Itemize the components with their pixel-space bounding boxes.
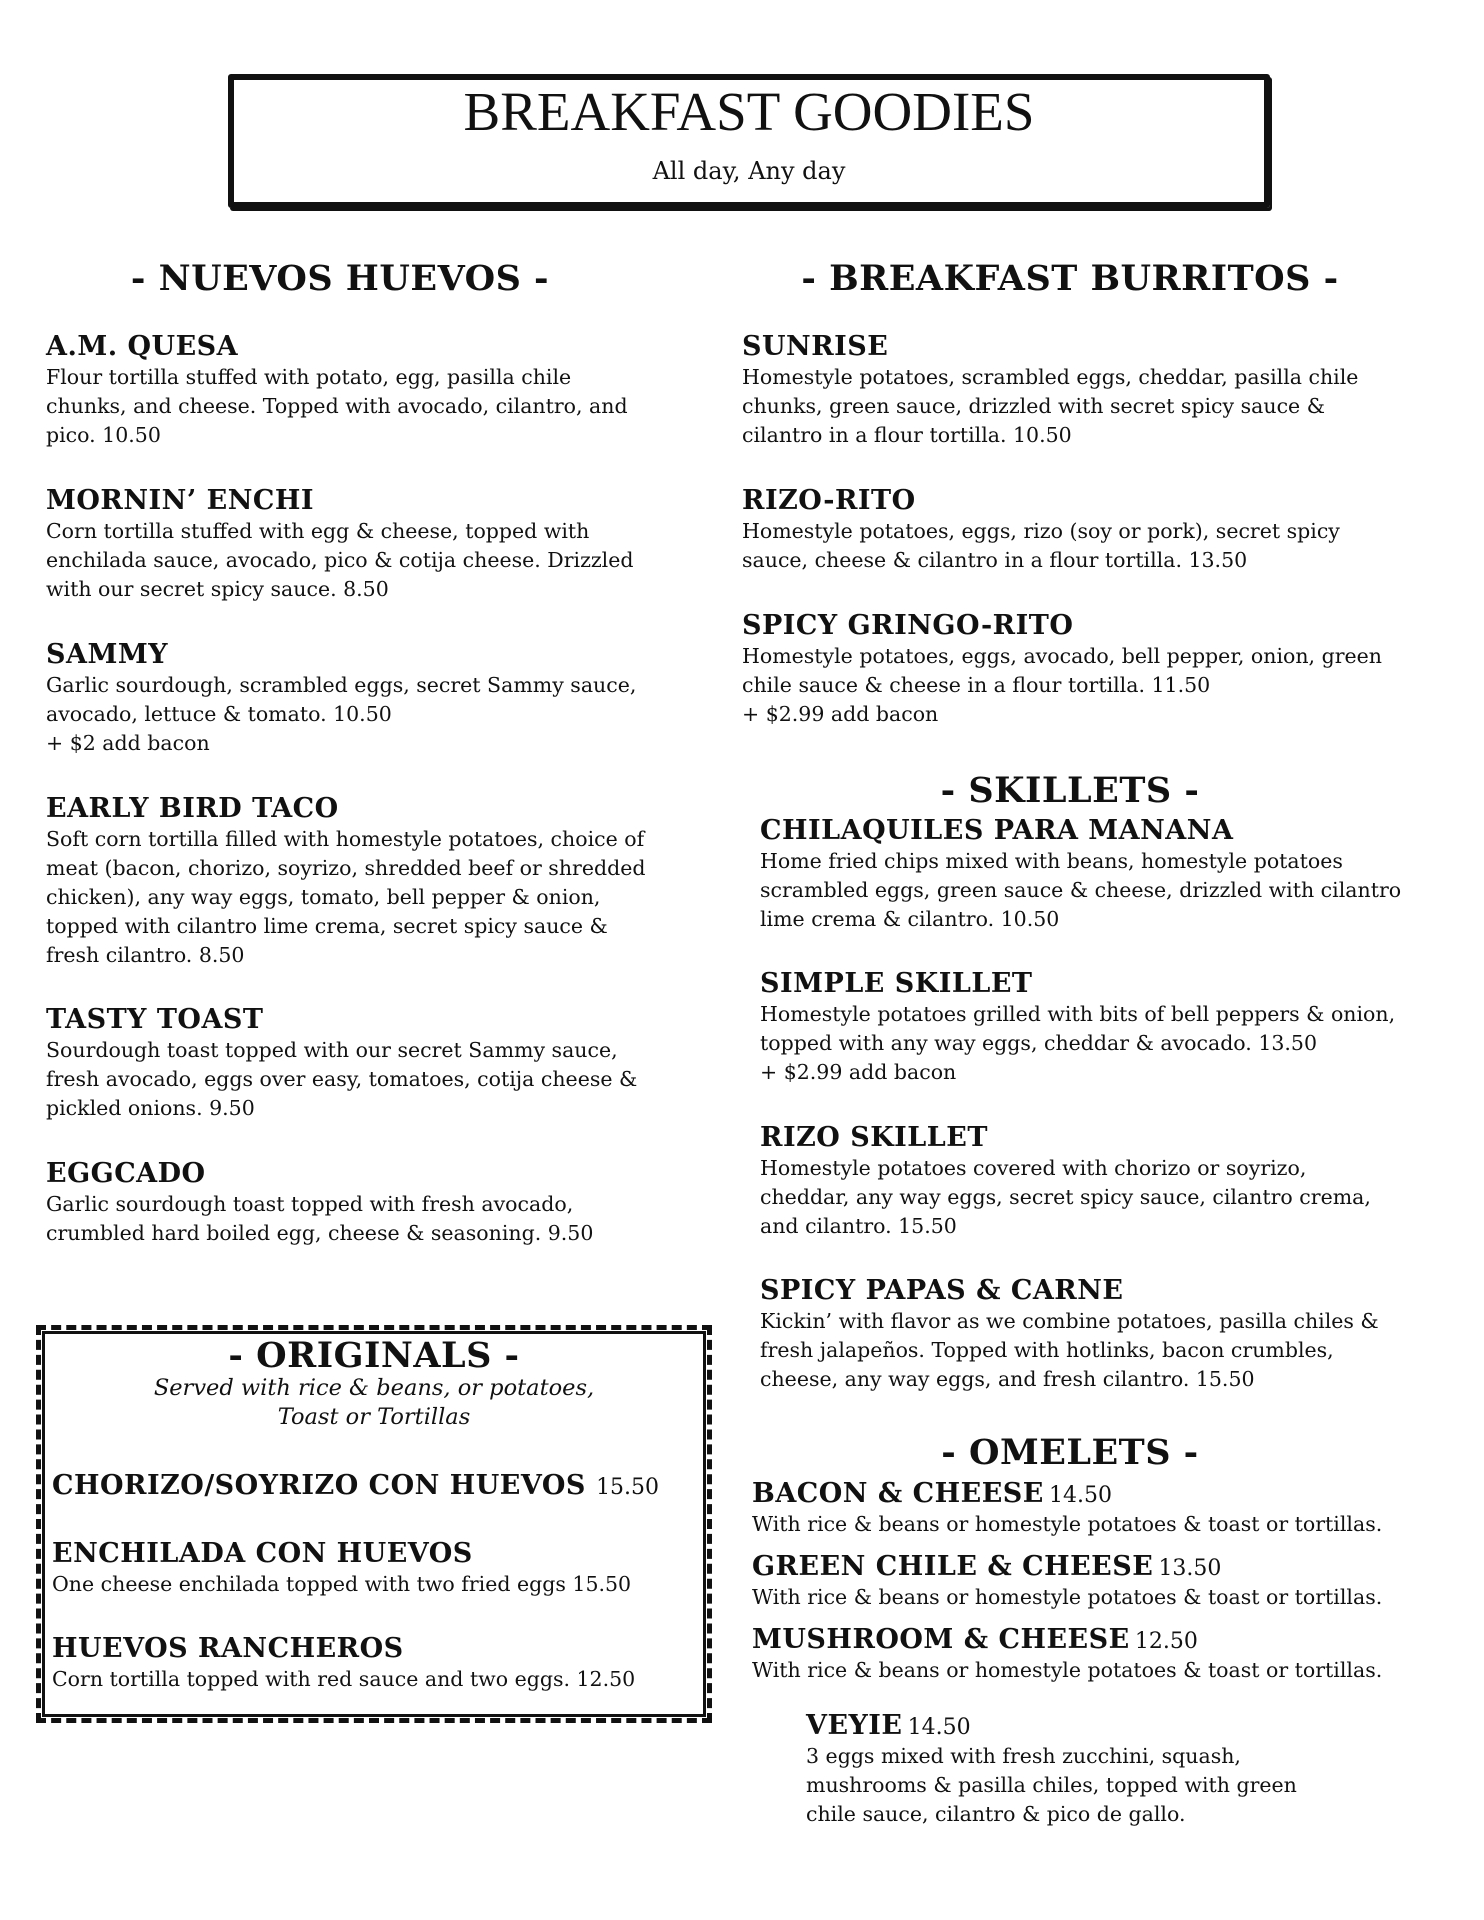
item-desc-line: chunks, green sauce, drizzled with secret spicy sauce & bbox=[742, 394, 1325, 418]
item-desc-line: fresh cilantro. 8.50 bbox=[46, 943, 245, 967]
item-desc-line: cheese, any way eggs, and fresh cilantro. 15.50 bbox=[760, 1367, 1255, 1391]
item-desc-line: chunks, and cheese. Topped with avocado, cilantro, and bbox=[46, 394, 628, 418]
item-desc-line: Flour tortilla stuffed with potato, egg, pasilla chile bbox=[46, 365, 572, 389]
item-desc-line: cheddar, any way eggs, secret spicy sauce, cilantro crema, bbox=[760, 1185, 1371, 1209]
item-name: EGGCADO bbox=[46, 1158, 206, 1189]
item-desc-line: lime crema & cilantro. 10.50 bbox=[760, 907, 1060, 931]
item-name: SAMMY bbox=[46, 639, 168, 670]
item-desc-line: Corn tortilla stuffed with egg & cheese, topped with bbox=[46, 519, 590, 543]
item-desc-line: Home fried chips mixed with beans, homestyle potatoes bbox=[760, 849, 1343, 873]
menu-item-mushroom-cheese bbox=[752, 1624, 1382, 1685]
item-desc-line: Homestyle potatoes grilled with bits of bell peppers & onion, bbox=[760, 1002, 1396, 1026]
originals-subtitle-line: Served with rice & beans, or potatoes, bbox=[153, 1375, 595, 1401]
menu-item-spicy-papas-carne bbox=[760, 1275, 1379, 1394]
menu-item-eggcado bbox=[46, 1158, 593, 1248]
item-name: RIZO SKILLET bbox=[760, 1122, 988, 1153]
item-desc-line: chicken), any way eggs, tomato, bell pepper & onion, bbox=[46, 885, 601, 909]
section-heading-nuevos-huevos: - NUEVOS HUEVOS - bbox=[130, 258, 550, 299]
menu-item-spicy-gringo-rito bbox=[742, 610, 1382, 729]
item-desc-line: sauce, cheese & cilantro in a flour tortilla. 13.50 bbox=[742, 548, 1248, 572]
item-name: SPICY PAPAS & CARNE bbox=[760, 1275, 1124, 1306]
item-name: SPICY GRINGO-RITO bbox=[742, 610, 1074, 641]
item-name: A.M. QUESA bbox=[46, 331, 239, 362]
item-name: CHILAQUILES PARA MANANA bbox=[760, 815, 1234, 846]
item-name: EARLY BIRD TACO bbox=[46, 793, 339, 824]
menu-item-tasty-toast bbox=[46, 1004, 637, 1123]
section-heading-originals: - ORIGINALS - bbox=[228, 1335, 520, 1376]
menu-item-mornin-enchi bbox=[46, 485, 633, 604]
item-desc-line: 3 eggs mixed with fresh zucchini, squash, bbox=[806, 1744, 1241, 1768]
item-desc-line: topped with any way eggs, cheddar & avocado. 13.50 bbox=[760, 1031, 1318, 1055]
item-name: CHORIZO/SOYRIZO CON HUEVOS bbox=[52, 1470, 586, 1501]
section-heading-omelets: - OMELETS - bbox=[941, 1432, 1199, 1473]
item-name: VEYIE bbox=[806, 1710, 903, 1741]
item-name: HUEVOS RANCHEROS bbox=[52, 1633, 404, 1664]
item-name: ENCHILADA CON HUEVOS bbox=[52, 1538, 473, 1569]
menu-item-bacon-cheese bbox=[752, 1478, 1382, 1539]
originals-subtitle-line: Toast or Tortillas bbox=[277, 1404, 471, 1430]
menu-item-rizo-rito bbox=[742, 485, 1340, 575]
item-desc-line: cilantro in a flour tortilla. 10.50 bbox=[742, 423, 1072, 447]
menu-item-rizo-skillet bbox=[760, 1122, 1371, 1241]
item-price: 12.50 bbox=[1134, 1629, 1198, 1654]
menu-item-veyie bbox=[806, 1710, 1297, 1829]
menu-item-huevos-rancheros bbox=[52, 1633, 635, 1694]
item-name: SIMPLE SKILLET bbox=[760, 968, 1033, 999]
item-desc-line: chile sauce, cilantro & pico de gallo. bbox=[806, 1802, 1186, 1826]
item-name: SUNRISE bbox=[742, 331, 889, 362]
item-desc-line: fresh avocado, eggs over easy, tomatoes, cotija cheese & bbox=[46, 1067, 638, 1091]
menu-item-enchilada-con-huevos bbox=[52, 1538, 631, 1599]
item-desc-line: chile sauce & cheese in a flour tortilla. 11.50 bbox=[742, 673, 1211, 697]
item-desc-line: pico. 10.50 bbox=[46, 423, 161, 447]
item-price: 14.50 bbox=[907, 1715, 971, 1740]
item-desc-line: meat (bacon, chorizo, soyrizo, shredded beef or shredded bbox=[46, 856, 646, 880]
section-heading-skillets: - SKILLETS - bbox=[940, 770, 1200, 811]
item-desc-line: Homestyle potatoes covered with chorizo or soyrizo, bbox=[760, 1156, 1307, 1180]
menu-item-sammy bbox=[46, 639, 636, 758]
item-desc-line: With rice & beans or homestyle potatoes & toast or tortillas. bbox=[752, 1658, 1383, 1682]
menu-item-am-quesa bbox=[46, 331, 628, 450]
item-desc-line: topped with cilantro lime crema, secret spicy sauce & bbox=[46, 914, 608, 938]
item-price: 13.50 bbox=[1158, 1556, 1222, 1581]
menu-title: BREAKFAST GOODIES bbox=[463, 81, 1035, 142]
menu-item-chilaquiles bbox=[760, 815, 1401, 934]
item-desc-line: With rice & beans or homestyle potatoes & toast or tortillas. bbox=[752, 1585, 1383, 1609]
menu-item-green-chile-cheese bbox=[752, 1551, 1382, 1612]
item-name: MUSHROOM & CHEESE bbox=[752, 1624, 1130, 1655]
item-desc-line: + $2.99 add bacon bbox=[742, 702, 939, 726]
item-desc-line: Garlic sourdough, scrambled eggs, secret Sammy sauce, bbox=[46, 673, 637, 697]
item-price: 15.50 bbox=[596, 1475, 660, 1500]
menu-item-early-bird-taco bbox=[46, 793, 645, 970]
menu-item-chorizo-con-huevos bbox=[52, 1470, 659, 1502]
item-name: TASTY TOAST bbox=[46, 1004, 264, 1035]
item-desc-line: pickled onions. 9.50 bbox=[46, 1096, 255, 1120]
item-desc-line: With rice & beans or homestyle potatoes & toast or tortillas. bbox=[752, 1512, 1383, 1536]
section-heading-breakfast-burritos: - BREAKFAST BURRITOS - bbox=[801, 258, 1339, 299]
item-desc-line: + $2.99 add bacon bbox=[760, 1060, 957, 1084]
item-desc-line: Homestyle potatoes, scrambled eggs, cheddar, pasilla chile bbox=[742, 365, 1359, 389]
menu-item-simple-skillet bbox=[760, 968, 1395, 1087]
item-desc-line: crumbled hard boiled egg, cheese & seasoning. 9.50 bbox=[46, 1221, 594, 1245]
item-name: MORNIN’ ENCHI bbox=[46, 485, 315, 516]
item-name: BACON & CHEESE bbox=[752, 1478, 1044, 1509]
item-desc-line: Soft corn tortilla filled with homestyle potatoes, choice of bbox=[46, 827, 645, 851]
item-desc-line: and cilantro. 15.50 bbox=[760, 1214, 957, 1238]
item-desc-line: scrambled eggs, green sauce & cheese, drizzled with cilantro bbox=[760, 878, 1402, 902]
item-desc-line: enchilada sauce, avocado, pico & cotija cheese. Drizzled bbox=[46, 548, 634, 572]
item-desc-line: Sourdough toast topped with our secret Sammy sauce, bbox=[46, 1038, 618, 1062]
item-desc-line: Garlic sourdough toast topped with fresh avocado, bbox=[46, 1192, 574, 1216]
item-desc-line: + $2 add bacon bbox=[46, 731, 210, 755]
item-desc-line: with our secret spicy sauce. 8.50 bbox=[46, 577, 389, 601]
item-desc-line: Kickin’ with flavor as we combine potatoes, pasilla chiles & bbox=[760, 1309, 1379, 1333]
item-desc-line: Corn tortilla topped with red sauce and two eggs. 12.50 bbox=[52, 1667, 636, 1691]
item-name: GREEN CHILE & CHEESE bbox=[752, 1551, 1154, 1582]
item-desc-line: fresh jalapeños. Topped with hotlinks, bacon crumbles, bbox=[760, 1338, 1334, 1362]
item-desc-line: Homestyle potatoes, eggs, rizo (soy or pork), secret spicy bbox=[742, 519, 1340, 543]
item-name: RIZO-RITO bbox=[742, 485, 916, 516]
item-price: 14.50 bbox=[1048, 1483, 1112, 1508]
menu-item-sunrise bbox=[742, 331, 1358, 450]
item-desc-line: One cheese enchilada topped with two fried eggs 15.50 bbox=[52, 1572, 632, 1596]
originals-subtitle bbox=[36, 1374, 712, 1432]
item-desc-line: Homestyle potatoes, eggs, avocado, bell pepper, onion, green bbox=[742, 644, 1382, 668]
item-desc-line: mushrooms & pasilla chiles, topped with green bbox=[806, 1773, 1297, 1797]
item-desc-line: avocado, lettuce & tomato. 10.50 bbox=[46, 702, 392, 726]
menu-tagline: All day, Any day bbox=[652, 157, 846, 185]
